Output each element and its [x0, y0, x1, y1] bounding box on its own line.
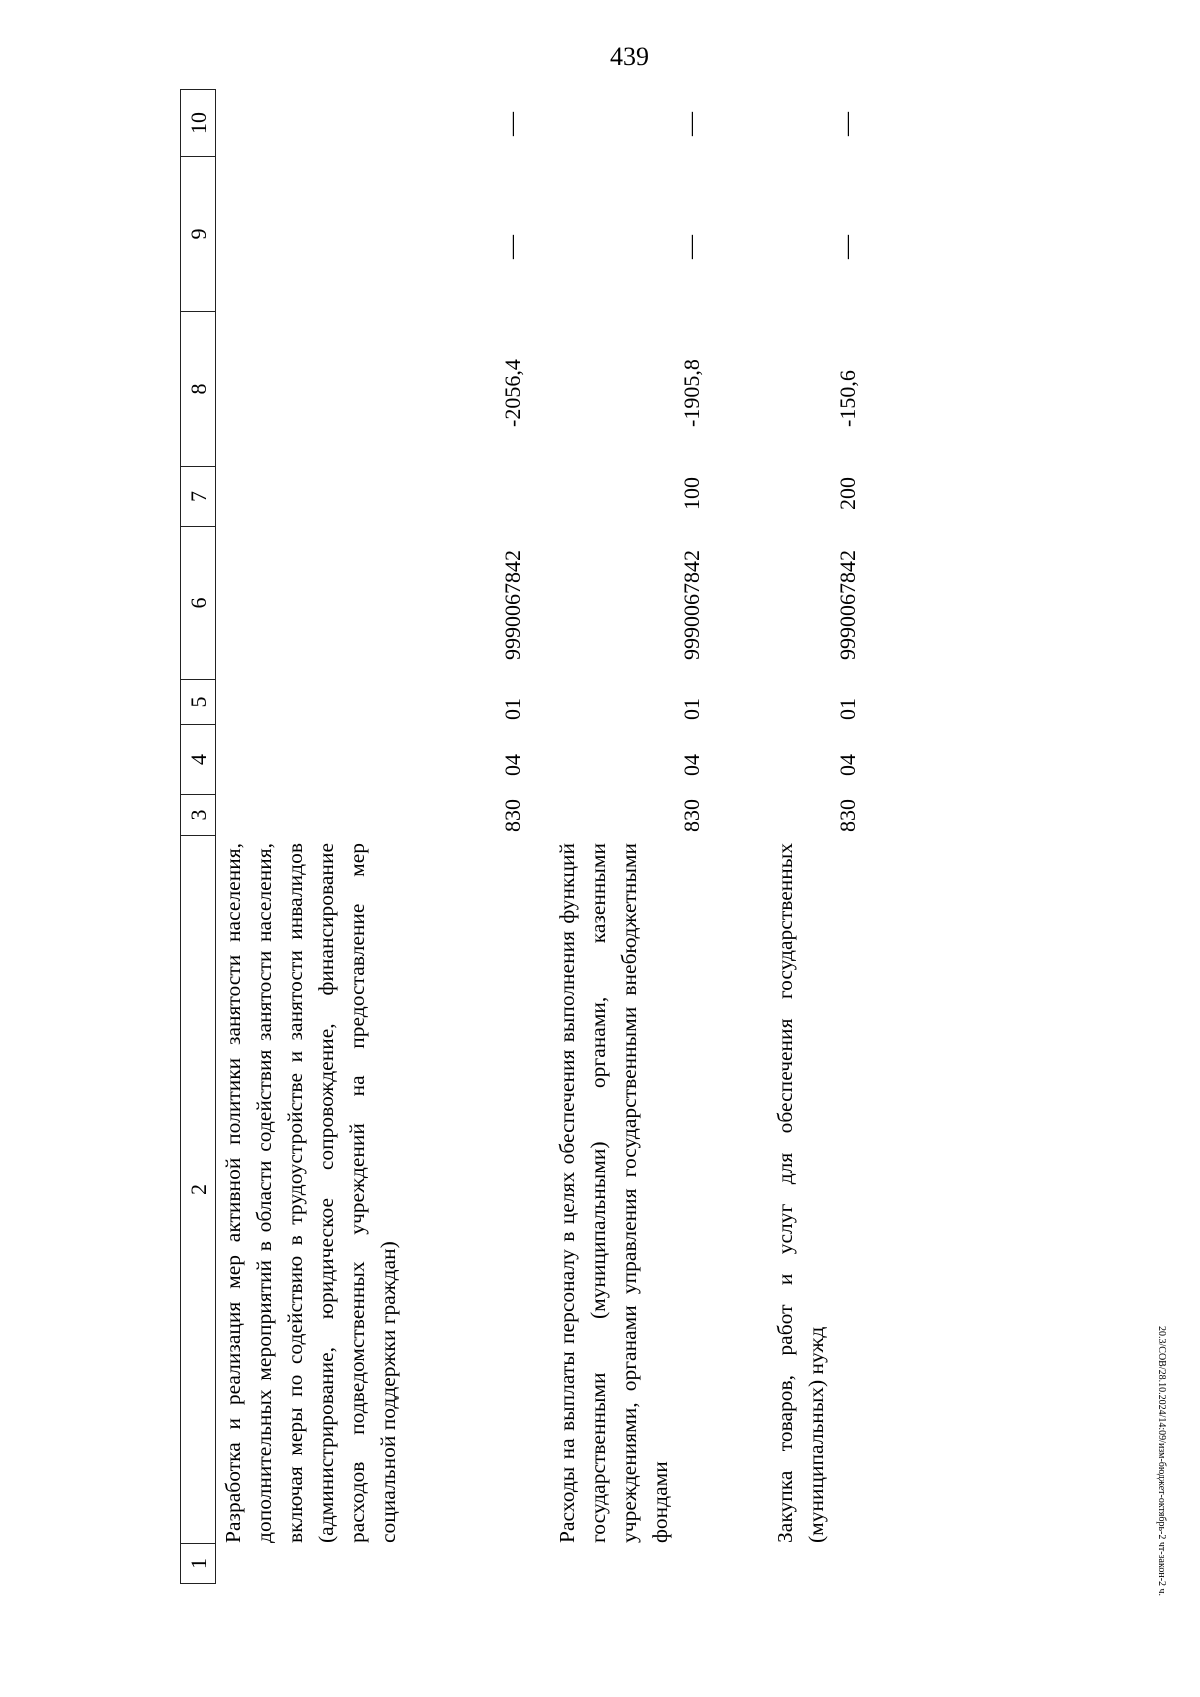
cell-col-7: 100 — [679, 477, 704, 510]
cell-col-9: — — [834, 235, 860, 259]
table-row — [552, 89, 772, 1584]
cell-col-5: 01 — [835, 698, 860, 720]
header-col-1: 1 — [180, 1543, 216, 1584]
header-col-4: 4 — [180, 724, 216, 794]
header-col-2: 2 — [180, 835, 216, 1543]
table-row — [770, 89, 900, 1584]
cell-col-5: 01 — [679, 698, 704, 720]
row-description: Расходы на выплаты персоналу в целях обеспечения выполнения функций государственными (муниципальными) органами, казенными учреждениями, органами управления государственными внебюджетными фондами — [555, 843, 672, 1543]
header-col-6: 6 — [180, 526, 216, 679]
cell-col-8: -1905,8 — [679, 359, 704, 427]
cell-col-3: 830 — [679, 799, 704, 832]
header-col-9: 9 — [180, 156, 216, 311]
cell-col-10: — — [834, 112, 860, 136]
cell-col-10: — — [499, 112, 525, 136]
cell-col-8: -2056,4 — [500, 359, 525, 427]
header-col-5: 5 — [180, 679, 216, 724]
cell-col-4: 04 — [500, 754, 525, 776]
budget-table — [180, 89, 1180, 1584]
cell-col-7: 200 — [835, 477, 860, 510]
cell-col-6: 9990067842 — [835, 550, 860, 660]
cell-col-3: 830 — [500, 799, 525, 832]
cell-col-3: 830 — [835, 799, 860, 832]
cell-col-4: 04 — [679, 754, 704, 776]
cell-col-4: 04 — [835, 754, 860, 776]
footer-document-code: 20.3/СОВ/28.10.2024/14:09/изм-бюджет-октябрь-2 чт-закон-2 ч. — [1156, 1325, 1167, 1596]
cell-col-6: 9990067842 — [500, 550, 525, 660]
cell-col-8: -150,6 — [835, 370, 860, 427]
cell-col-5: 01 — [500, 698, 525, 720]
header-col-7: 7 — [180, 466, 216, 526]
cell-col-10: — — [678, 112, 704, 136]
cell-col-9: — — [678, 235, 704, 259]
row-description: Разработка и реализация мер активной политики занятости населения, дополнительных мероприятий в области содействия занятости населения, включая меры по содействию в трудоустройстве и занятости инвалидов (администрирование, юридическое сопровождение, финансирование расходов подведомственных учреждений на предоставление мер социальной поддержки граждан) — [221, 843, 400, 1543]
cell-col-6: 9990067842 — [679, 550, 704, 660]
cell-col-9: — — [499, 235, 525, 259]
header-col-8: 8 — [180, 311, 216, 466]
header-col-10: 10 — [180, 89, 216, 156]
row-description: Закупка товаров, работ и услуг для обеспечения государственных (муниципальных) нужд — [773, 843, 828, 1543]
table-row — [218, 89, 553, 1584]
header-col-3: 3 — [180, 794, 216, 835]
page-number: 439 — [610, 42, 649, 71]
table-header-row — [180, 89, 216, 1584]
